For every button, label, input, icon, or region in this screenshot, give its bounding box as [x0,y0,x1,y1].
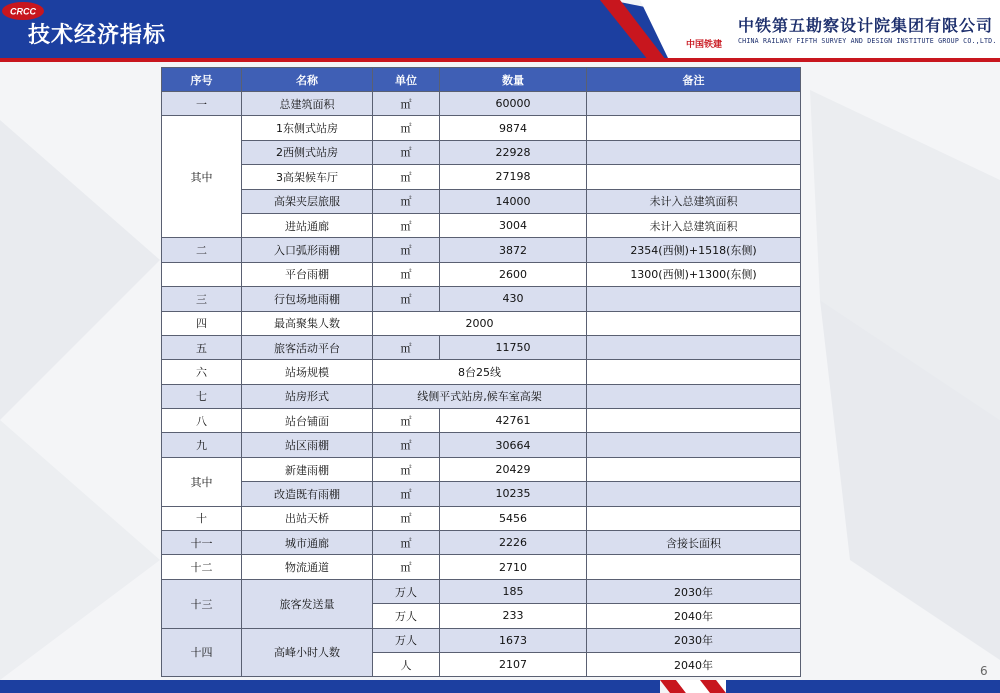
cell-qty: 185 [440,579,587,603]
cell-note [587,92,801,116]
cell-unit: 万人 [373,604,440,628]
table-row [162,482,801,506]
cell-no: 七 [162,384,242,408]
cell-qty: 2107 [440,652,587,676]
cell-unit: ㎡ [373,140,440,164]
table-row [162,457,801,481]
cell-unit: ㎡ [373,238,440,262]
cell-name: 1东侧式站房 [242,116,373,140]
table-row [162,92,801,116]
cell-note [587,116,801,140]
cell-name: 站场规模 [242,360,373,384]
cell-unit: ㎡ [373,457,440,481]
cell-note: 2030年 [587,628,801,652]
cell-name: 旅客发送量 [242,579,373,628]
cell-note: 2040年 [587,604,801,628]
table-header-row [162,68,801,92]
svg-text:CRCC: CRCC [10,6,36,17]
cell-name: 站台铺面 [242,409,373,433]
cell-unit: ㎡ [373,262,440,286]
cell-note: 未计入总建筑面积 [587,213,801,237]
cell-unit: ㎡ [373,116,440,140]
cell-note: 未计入总建筑面积 [587,189,801,213]
cell-no: 其中 [162,116,242,238]
table-row [162,165,801,189]
cell-no: 十 [162,506,242,530]
cell-no: 九 [162,433,242,457]
footer-bar [0,680,1000,693]
cell-note [587,335,801,359]
cell-merged-value: 2000 [373,311,587,335]
cell-unit: ㎡ [373,555,440,579]
cell-note: 含接长面积 [587,531,801,555]
cell-unit: ㎡ [373,213,440,237]
cell-qty: 233 [440,604,587,628]
cell-unit: 万人 [373,579,440,603]
cell-no: 四 [162,311,242,335]
table-row [162,287,801,311]
cell-name: 物流通道 [242,555,373,579]
cell-qty: 3004 [440,213,587,237]
cell-note [587,555,801,579]
page-title: 技术经济指标 [28,23,167,48]
cell-qty: 2226 [440,531,587,555]
cell-name: 高峰小时人数 [242,628,373,677]
cell-name: 高架夹层旅服 [242,189,373,213]
cell-no: 十二 [162,555,242,579]
cell-qty: 9874 [440,116,587,140]
cell-note [587,409,801,433]
cell-no: 五 [162,335,242,359]
footer-shape [0,680,1000,693]
cell-note [587,433,801,457]
cell-qty: 20429 [440,457,587,481]
cell-qty: 2710 [440,555,587,579]
cell-name: 站房形式 [242,384,373,408]
table-row [162,555,801,579]
cell-note [587,360,801,384]
header-no: 序号 [162,68,242,92]
cell-qty: 27198 [440,165,587,189]
cell-name: 行包场地雨棚 [242,287,373,311]
table-row [162,531,801,555]
cell-unit: 万人 [373,628,440,652]
table-row [162,189,801,213]
cell-qty: 60000 [440,92,587,116]
cell-name: 总建筑面积 [242,92,373,116]
header-name: 名称 [242,68,373,92]
table-row [162,238,801,262]
cell-unit: ㎡ [373,287,440,311]
cell-name: 城市通廊 [242,531,373,555]
crcc-logo-icon [0,0,46,34]
indicator-table [161,67,801,677]
cell-no: 十三 [162,579,242,628]
cell-no: 八 [162,409,242,433]
cell-name: 2西侧式站房 [242,140,373,164]
cell-name: 站区雨棚 [242,433,373,457]
table-row [162,409,801,433]
cell-qty: 5456 [440,506,587,530]
cell-note [587,287,801,311]
cell-name: 改造既有雨棚 [242,482,373,506]
cell-note [587,140,801,164]
table-row [162,311,801,335]
cell-name: 出站天桥 [242,506,373,530]
cell-note: 2030年 [587,579,801,603]
cell-unit: ㎡ [373,531,440,555]
cell-note [587,506,801,530]
cell-no [162,262,242,286]
cell-note [587,165,801,189]
cell-unit: 人 [373,652,440,676]
cell-note [587,311,801,335]
cell-unit: ㎡ [373,433,440,457]
cell-note: 2354(西侧)+1518(东侧) [587,238,801,262]
cell-qty: 2600 [440,262,587,286]
table-row [162,213,801,237]
header-unit: 单位 [373,68,440,92]
cell-no: 三 [162,287,242,311]
header-qty: 数量 [440,68,587,92]
cell-note: 1300(西侧)+1300(东侧) [587,262,801,286]
table-row [162,579,801,603]
cell-qty: 42761 [440,409,587,433]
header-banner [0,0,1000,62]
cell-unit: ㎡ [373,482,440,506]
cell-note [587,482,801,506]
table-row [162,360,801,384]
table-row [162,116,801,140]
cell-unit: ㎡ [373,409,440,433]
table-row [162,384,801,408]
cell-name: 旅客活动平台 [242,335,373,359]
cell-merged-value: 8台25线 [373,360,587,384]
cell-merged-value: 线侧平式站房,候车室高架 [373,384,587,408]
cell-qty: 10235 [440,482,587,506]
cell-unit: ㎡ [373,189,440,213]
cell-qty: 430 [440,287,587,311]
table-row [162,506,801,530]
cell-qty: 11750 [440,335,587,359]
table-row [162,433,801,457]
cell-name: 入口弧形雨棚 [242,238,373,262]
cell-no: 二 [162,238,242,262]
cell-qty: 22928 [440,140,587,164]
logo-subtitle: 中国铁建 [686,40,723,50]
cell-unit: ㎡ [373,92,440,116]
cell-qty: 1673 [440,628,587,652]
cell-qty: 30664 [440,433,587,457]
cell-name: 最高聚集人数 [242,311,373,335]
cell-note [587,384,801,408]
cell-unit: ㎡ [373,335,440,359]
cell-no: 其中 [162,457,242,506]
cell-unit: ㎡ [373,506,440,530]
cell-name: 新建雨棚 [242,457,373,481]
cell-qty: 14000 [440,189,587,213]
cell-note [587,457,801,481]
cell-unit: ㎡ [373,165,440,189]
cell-qty: 3872 [440,238,587,262]
header-note: 备注 [587,68,801,92]
table-row [162,628,801,652]
cell-name: 3高架候车厅 [242,165,373,189]
table-row [162,140,801,164]
cell-name: 平台雨棚 [242,262,373,286]
cell-name: 进站通廊 [242,213,373,237]
company-name-en: CHINA RAILWAY FIFTH SURVEY AND DESIGN INSTITUTE GROUP CO.,LTD. [738,37,997,45]
cell-no: 六 [162,360,242,384]
table-row [162,262,801,286]
company-name-cn: 中铁第五勘察设计院集团有限公司 [738,16,994,35]
table-row [162,335,801,359]
cell-note: 2040年 [587,652,801,676]
cell-no: 十四 [162,628,242,677]
page-number: 6 [980,664,988,678]
cell-no: 十一 [162,531,242,555]
cell-no: 一 [162,92,242,116]
